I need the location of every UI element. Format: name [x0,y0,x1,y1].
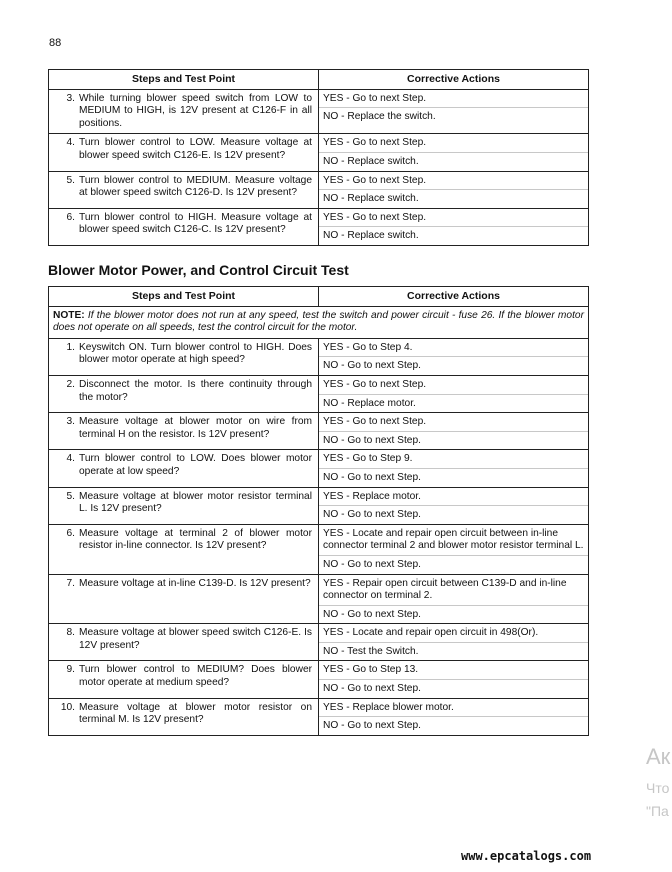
step-number: 4. [66,453,75,465]
steps-header: Steps and Test Point [49,287,319,307]
step-cell [49,450,319,487]
step-cell [49,89,319,134]
step-cell [49,208,319,245]
no-action: NO - Replace switch. [323,230,419,242]
yes-action: YES - Replace blower motor. [319,699,588,718]
step-number: 7. [66,577,75,589]
blower-motor-test-table [48,286,589,736]
page-number: 88 [49,37,62,49]
action-cell [319,89,589,134]
table-row [49,171,589,208]
step-text: Turn blower control to LOW. Does blower motor operate at low speed? [79,453,312,477]
switch-test-table [48,69,589,246]
no-action: NO - Go to next Step. [323,558,421,570]
no-action: NO - Go to next Step. [323,720,421,732]
step-cell [49,524,319,574]
no-action: NO - Test the Switch. [323,645,419,657]
step-text: Keyswitch ON. Turn blower control to HIGH. Does blower motor operate at high speed? [79,341,312,366]
step-text: Disconnect the motor. Is there continuity through the motor? [79,378,312,403]
action-cell [319,698,589,735]
note-row [49,306,589,338]
no-action: NO - Go to next Step. [323,509,421,521]
yes-action: YES - Go to next Step. [319,172,588,191]
blower-motor-test-rows [49,306,589,735]
no-action: NO - Replace switch. [323,155,419,167]
step-cell [49,624,319,661]
step-number: 6. [66,211,75,223]
step-number: 10. [60,701,75,713]
section-title: Blower Motor Power, and Control Circuit Test [48,262,349,278]
table-row [49,89,589,134]
step-cell [49,413,319,450]
step-number: 8. [66,627,75,639]
step-text: Turn blower control to MEDIUM. Measure voltage at blower speed switch C126-D. Is 12V present? [79,174,312,199]
yes-action: YES - Go to next Step. [319,413,588,432]
switch-test-rows [49,89,589,245]
step-cell [49,487,319,524]
no-action: NO - Go to next Step. [323,360,421,372]
no-action: NO - Go to next Step. [323,608,421,620]
step-cell [49,338,319,375]
actions-header: Corrective Actions [319,70,589,90]
action-cell [319,661,589,698]
action-cell [319,338,589,375]
table-row [49,413,589,450]
action-cell [319,487,589,524]
table-row [49,524,589,574]
action-cell [319,574,589,624]
yes-action: YES - Go to Step 4. [319,339,588,358]
yes-action: YES - Go to next Step. [319,90,588,109]
action-cell [319,134,589,171]
table-row [49,698,589,735]
watermark-line-3: "Па [646,803,669,819]
step-text: Measure voltage at blower motor on wire from terminal H on the resistor. Is 12V present? [79,416,312,440]
yes-action: YES - Go to next Step. [319,376,588,395]
yes-action: YES - Locate and repair open circuit between in-line connector terminal 2 and blower motor resistor terminal L. [319,525,588,556]
table-header-row [49,287,589,307]
table-header-row [49,70,589,90]
action-cell [319,375,589,412]
step-text: Measure voltage at blower motor resistor terminal L. Is 12V present? [79,490,312,515]
note-cell [49,306,589,338]
table-row [49,134,589,171]
step-cell [49,171,319,208]
table-row [49,208,589,245]
step-number: 3. [66,416,75,428]
actions-header: Corrective Actions [319,287,589,307]
step-number: 5. [66,174,75,186]
step-number: 5. [66,490,75,502]
step-text: Turn blower control to MEDIUM? Does blower motor operate at medium speed? [79,664,312,689]
note-label: NOTE: [53,309,85,321]
step-cell [49,134,319,171]
table-row [49,338,589,375]
yes-action: YES - Go to next Step. [319,209,588,228]
step-cell [49,375,319,412]
watermark-line-1: Ак [646,744,671,769]
yes-action: YES - Replace motor. [319,488,588,507]
action-cell [319,624,589,661]
action-cell [319,524,589,574]
footer-url: www.epcatalogs.com [461,849,592,863]
step-text: Measure voltage at terminal 2 of blower motor resistor in-line connector. Is 12V present? [79,527,312,552]
table-row [49,661,589,698]
step-text: Measure voltage at in-line C139-D. Is 12V present? [79,577,311,589]
step-cell [49,661,319,698]
table-row [49,450,589,487]
watermark-line-2: Что [646,780,670,796]
step-number: 3. [66,92,75,104]
action-cell [319,413,589,450]
step-cell [49,698,319,735]
no-action: NO - Replace motor. [323,397,416,409]
no-action: NO - Go to next Step. [323,683,421,695]
action-cell [319,171,589,208]
no-action: NO - Go to next Step. [323,471,421,483]
step-number: 2. [66,378,75,390]
step-text: Measure voltage at blower motor resistor on terminal M. Is 12V present? [79,701,312,726]
table-row [49,375,589,412]
step-number: 9. [66,664,75,676]
no-action: NO - Replace the switch. [323,111,436,123]
table-row [49,487,589,524]
table-row [49,574,589,624]
yes-action: YES - Go to Step 13. [319,661,588,680]
no-action: NO - Go to next Step. [323,434,421,446]
step-cell [49,574,319,624]
step-number: 1. [66,341,75,353]
step-text: While turning blower speed switch from LOW to MEDIUM to HIGH, is 12V present at C126-F in all positions. [79,92,312,129]
step-text: Turn blower control to HIGH. Measure voltage at blower speed switch C126-C. Is 12V present? [79,211,312,236]
yes-action: YES - Locate and repair open circuit in 498(Or). [319,624,588,643]
yes-action: YES - Go to Step 9. [319,450,588,469]
table-row [49,624,589,661]
step-number: 6. [66,527,75,539]
yes-action: YES - Repair open circuit between C139-D and in-line connector on terminal 2. [319,575,588,606]
step-number: 4. [66,137,75,149]
yes-action: YES - Go to next Step. [319,134,588,153]
no-action: NO - Replace switch. [323,193,419,205]
action-cell [319,208,589,245]
note-text: If the blower motor does not run at any speed, test the switch and power circuit - fuse 26. If the blower motor does not operate on all speeds, test the control circuit for the motor. [53,309,584,334]
steps-header: Steps and Test Point [49,70,319,90]
step-text: Turn blower control to LOW. Measure voltage at blower speed switch C126-E. Is 12V present? [79,137,312,161]
step-text: Measure voltage at blower speed switch C126-E. Is 12V present? [79,627,312,651]
action-cell [319,450,589,487]
